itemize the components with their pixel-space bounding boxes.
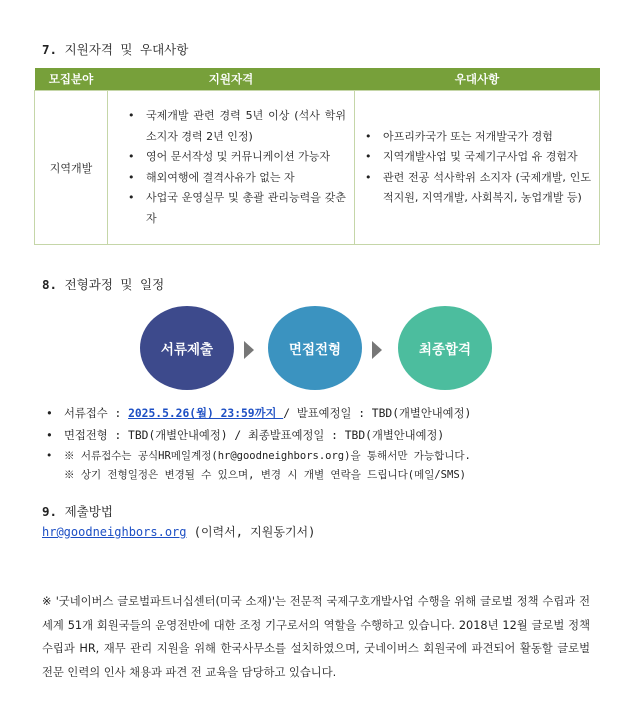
schedule-label: 서류접수 :: [64, 407, 129, 420]
qualifications-cell: [108, 91, 355, 245]
process-step: 최종합격: [398, 306, 492, 390]
schedule-suffix: / 발표예정일 : TBD(개별안내예정): [283, 407, 472, 420]
list-item: • 지역개발사업 및 국제기구사업 유 경험자: [365, 147, 591, 168]
table-row: [35, 91, 600, 245]
note-prefix: ※ 서류접수는 공식HR메일계정(: [64, 450, 218, 462]
schedule-note: ※ 상기 전형일정은 변경될 수 있으며, 변경 시 개별 연락을 드립니다(메일/SMS): [64, 469, 466, 481]
schedule-item: [44, 403, 471, 425]
email-link[interactable]: hr@goodneighbors.org: [42, 525, 187, 539]
list-item: • 영어 문서작성 및 커뮤니케이션 가능자: [128, 147, 346, 168]
section-number: 9.: [42, 504, 58, 519]
schedule-item: • 면접전형 : TBD(개별안내예정) / 최종발표예정일 : TBD(개별안내예정): [44, 425, 471, 447]
note-email: hr@goodneighbors.org: [217, 450, 345, 462]
apply-method: [42, 523, 315, 540]
apply-docs: (이력서, 지원동기서): [186, 525, 316, 539]
section-title: 지원자격 및 우대사항: [64, 42, 189, 57]
list-item: • 아프리카국가 또는 저개발국가 경험: [365, 127, 591, 148]
schedule-note: [44, 447, 471, 466]
arrow-right-icon: [372, 341, 382, 359]
list-item: • 관련 전공 석사학위 소지자 (국제개발, 인도적지원, 지역개발, 사회복지, 농업개발 등): [365, 168, 591, 209]
section-title: 제출방법: [64, 504, 113, 519]
list-item: • 국제개발 관련 경력 5년 이상 (석사 학위 소지자 경력 2년 인정): [128, 106, 346, 147]
section-number: 7.: [42, 42, 58, 57]
process-flow: [0, 306, 629, 390]
schedule-list: [44, 403, 471, 485]
qualifications-list: [108, 106, 354, 229]
section-9-heading: [42, 502, 113, 520]
arrow-right-icon: [244, 341, 254, 359]
section-title: 전형과정 및 일정: [64, 277, 165, 292]
deadline: 2025.5.26(월) 23:59까지: [128, 407, 284, 420]
field-cell: 지역개발: [35, 91, 108, 245]
footnote: ※ '굿네이버스 글로벌파트너십센터(미국 소재)'는 전문적 국제구호개발사업 수행을 위해 글로벌 정책 수립과 전 세계 51개 회원국들의 운영전반에 대한 조정 기구로서의 역할을 수행하고 있습니다. 2018년 12월 글로벌 정책 수립과 HR, 재무 관리 지원을 위해 한국사무소를 설치하였으며, 굿네이버스 회원국에 파견되어 활동할 글로벌 전문 인력의 인사 채용과 파견 전 교육을 담당하고 있습니다.: [42, 595, 590, 679]
header-preferences: 우대사항: [355, 68, 600, 91]
section-8-heading: [42, 275, 164, 293]
requirements-table: [34, 68, 600, 245]
header-qualifications: 지원자격: [108, 68, 355, 91]
header-field: 모집분야: [35, 68, 108, 91]
process-step: 서류제출: [140, 306, 234, 390]
list-item: • 사업국 운영실무 및 총괄 관리능력을 갖춘 자: [128, 188, 346, 229]
process-step: 면접전형: [268, 306, 362, 390]
section-7-heading: [42, 40, 188, 58]
table-header-row: [35, 68, 600, 91]
preferences-cell: [355, 91, 600, 245]
list-item: • 해외여행에 결격사유가 없는 자: [128, 168, 346, 189]
note-suffix: )을 통해서만 가능합니다.: [344, 450, 471, 462]
preferences-list: [355, 127, 599, 209]
section-number: 8.: [42, 277, 58, 292]
